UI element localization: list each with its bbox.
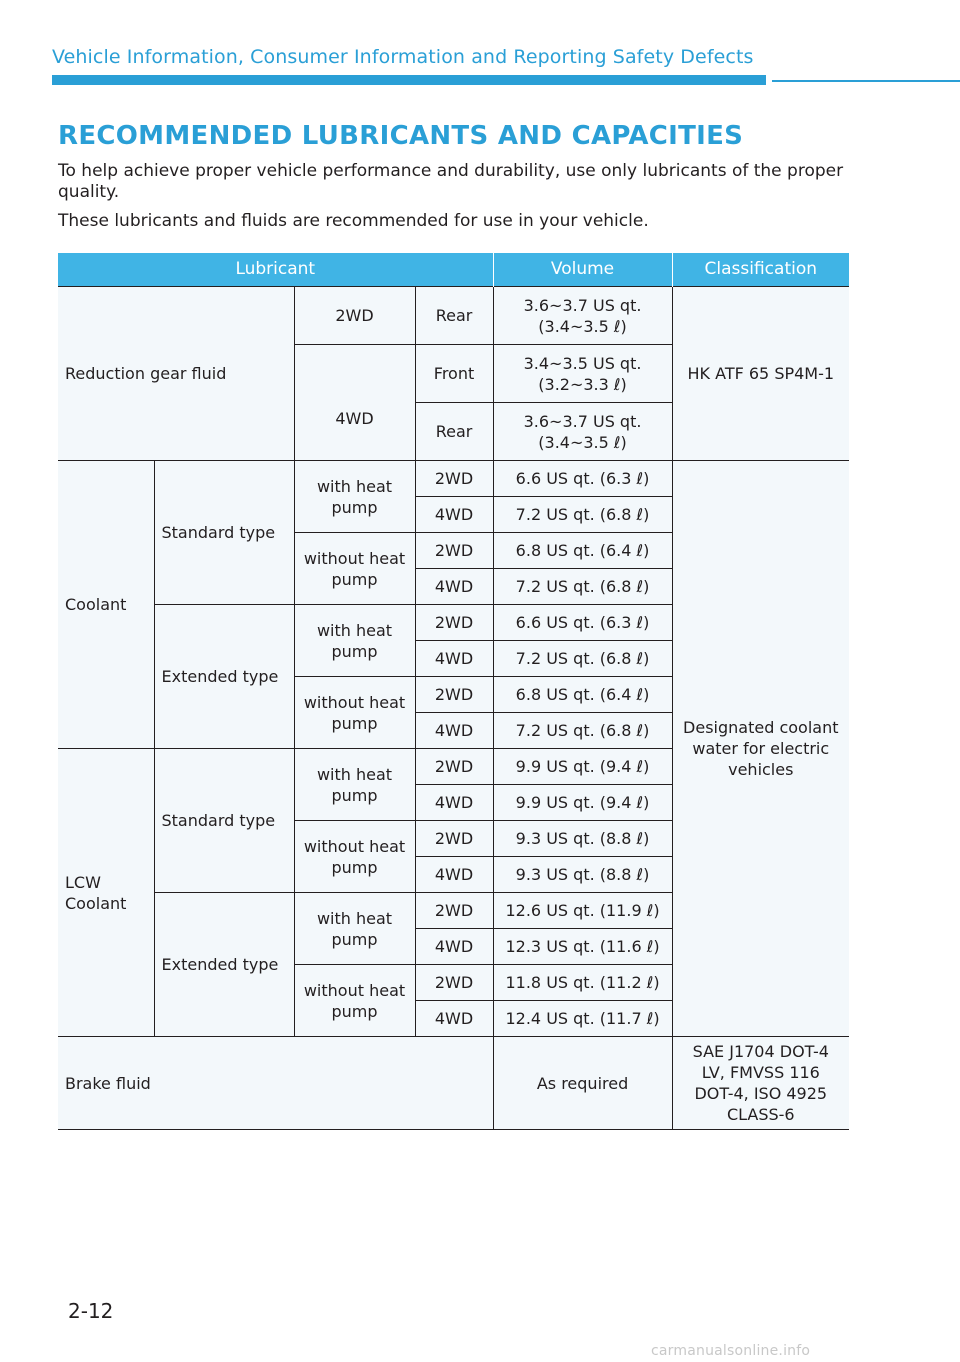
header-divider (772, 80, 960, 82)
header-title: Vehicle Information, Consumer Information and Reporting Safety Defects (52, 46, 754, 68)
drive-cell: 4WD (415, 497, 493, 533)
drive-cell: 2WD (415, 533, 493, 569)
drive-cell: 2WD (415, 821, 493, 857)
drive-cell: 2WD (415, 461, 493, 497)
lcw-extended-type: Extended type (154, 893, 294, 1037)
drive-cell: 4WD (415, 857, 493, 893)
volume-cell: 9.3 US qt. (8.8 ℓ) (493, 821, 672, 857)
volume-cell: 12.4 US qt. (11.7 ℓ) (493, 1001, 672, 1037)
drive-cell: 2WD (294, 287, 415, 345)
volume-cell: 12.6 US qt. (11.9 ℓ) (493, 893, 672, 929)
heat-pump-cell: without heat pump (294, 821, 415, 893)
volume-cell: 9.9 US qt. (9.4 ℓ) (493, 749, 672, 785)
axle-cell: Rear (415, 287, 493, 345)
volume-cell: 9.9 US qt. (9.4 ℓ) (493, 785, 672, 821)
header-bar (52, 75, 766, 85)
drive-cell: 2WD (415, 749, 493, 785)
heat-pump-cell: with heat pump (294, 461, 415, 533)
drive-cell: 2WD (415, 965, 493, 1001)
drive-cell: 2WD (415, 677, 493, 713)
lcw-coolant-name: LCW Coolant (58, 749, 154, 1037)
volume-cell: 12.3 US qt. (11.6 ℓ) (493, 929, 672, 965)
heat-pump-cell: without heat pump (294, 677, 415, 749)
volume-cell: 3.6~3.7 US qt. (3.4~3.5 ℓ) (493, 403, 672, 461)
drive-cell: 4WD (415, 929, 493, 965)
coolant-standard-type: Standard type (154, 461, 294, 605)
table-row (58, 287, 849, 345)
intro-paragraph-2: These lubricants and fluids are recommended for use in your vehicle. (58, 211, 649, 231)
axle-cell: Front (415, 345, 493, 403)
coolant-extended-type: Extended type (154, 605, 294, 749)
reduction-gear-classification: HK ATF 65 SP4M-1 (672, 287, 849, 461)
axle-cell: Rear (415, 403, 493, 461)
volume-cell: 11.8 US qt. (11.2 ℓ) (493, 965, 672, 1001)
lcw-standard-type: Standard type (154, 749, 294, 893)
brake-fluid-classification: SAE J1704 DOT-4 LV, FMVSS 116 DOT-4, ISO 4925 CLASS-6 (672, 1037, 849, 1130)
volume-cell: 7.2 US qt. (6.8 ℓ) (493, 641, 672, 677)
brake-fluid-name: Brake fluid (58, 1037, 493, 1130)
watermark: carmanualsonline.info (651, 1343, 811, 1359)
heat-pump-cell: with heat pump (294, 605, 415, 677)
drive-cell: 4WD (415, 785, 493, 821)
header-volume: Volume (493, 253, 672, 287)
drive-cell: 4WD (415, 713, 493, 749)
heat-pump-cell: without heat pump (294, 965, 415, 1037)
drive-cell: 4WD (294, 345, 415, 461)
table-row (58, 461, 849, 497)
volume-cell: 9.3 US qt. (8.8 ℓ) (493, 857, 672, 893)
page-number: 2-12 (68, 1299, 114, 1323)
volume-cell: 3.6~3.7 US qt. (3.4~3.5 ℓ) (493, 287, 672, 345)
coolant-classification: Designated coolant water for electric vehicles (672, 461, 849, 1037)
drive-cell: 4WD (415, 569, 493, 605)
drive-cell: 2WD (415, 605, 493, 641)
header-classification: Classification (672, 253, 849, 287)
heat-pump-cell: with heat pump (294, 893, 415, 965)
volume-cell: 7.2 US qt. (6.8 ℓ) (493, 569, 672, 605)
volume-cell: 6.6 US qt. (6.3 ℓ) (493, 461, 672, 497)
volume-cell: 6.6 US qt. (6.3 ℓ) (493, 605, 672, 641)
drive-cell: 2WD (415, 893, 493, 929)
lubricants-table (58, 253, 849, 1130)
volume-cell: 6.8 US qt. (6.4 ℓ) (493, 677, 672, 713)
section-title: RECOMMENDED LUBRICANTS AND CAPACITIES (58, 121, 744, 151)
brake-fluid-volume: As required (493, 1037, 672, 1130)
drive-cell: 4WD (415, 1001, 493, 1037)
volume-cell: 7.2 US qt. (6.8 ℓ) (493, 713, 672, 749)
volume-cell: 6.8 US qt. (6.4 ℓ) (493, 533, 672, 569)
table-row (58, 1037, 849, 1130)
header-lubricant: Lubricant (58, 253, 493, 287)
volume-cell: 7.2 US qt. (6.8 ℓ) (493, 497, 672, 533)
intro-paragraph: To help achieve proper vehicle performance and durability, use only lubricants of the proper quality. (58, 161, 844, 202)
drive-cell: 4WD (415, 641, 493, 677)
heat-pump-cell: without heat pump (294, 533, 415, 605)
table-header-row (58, 253, 849, 287)
volume-cell: 3.4~3.5 US qt. (3.2~3.3 ℓ) (493, 345, 672, 403)
reduction-gear-name: Reduction gear fluid (58, 287, 294, 461)
heat-pump-cell: with heat pump (294, 749, 415, 821)
coolant-name: Coolant (58, 461, 154, 749)
